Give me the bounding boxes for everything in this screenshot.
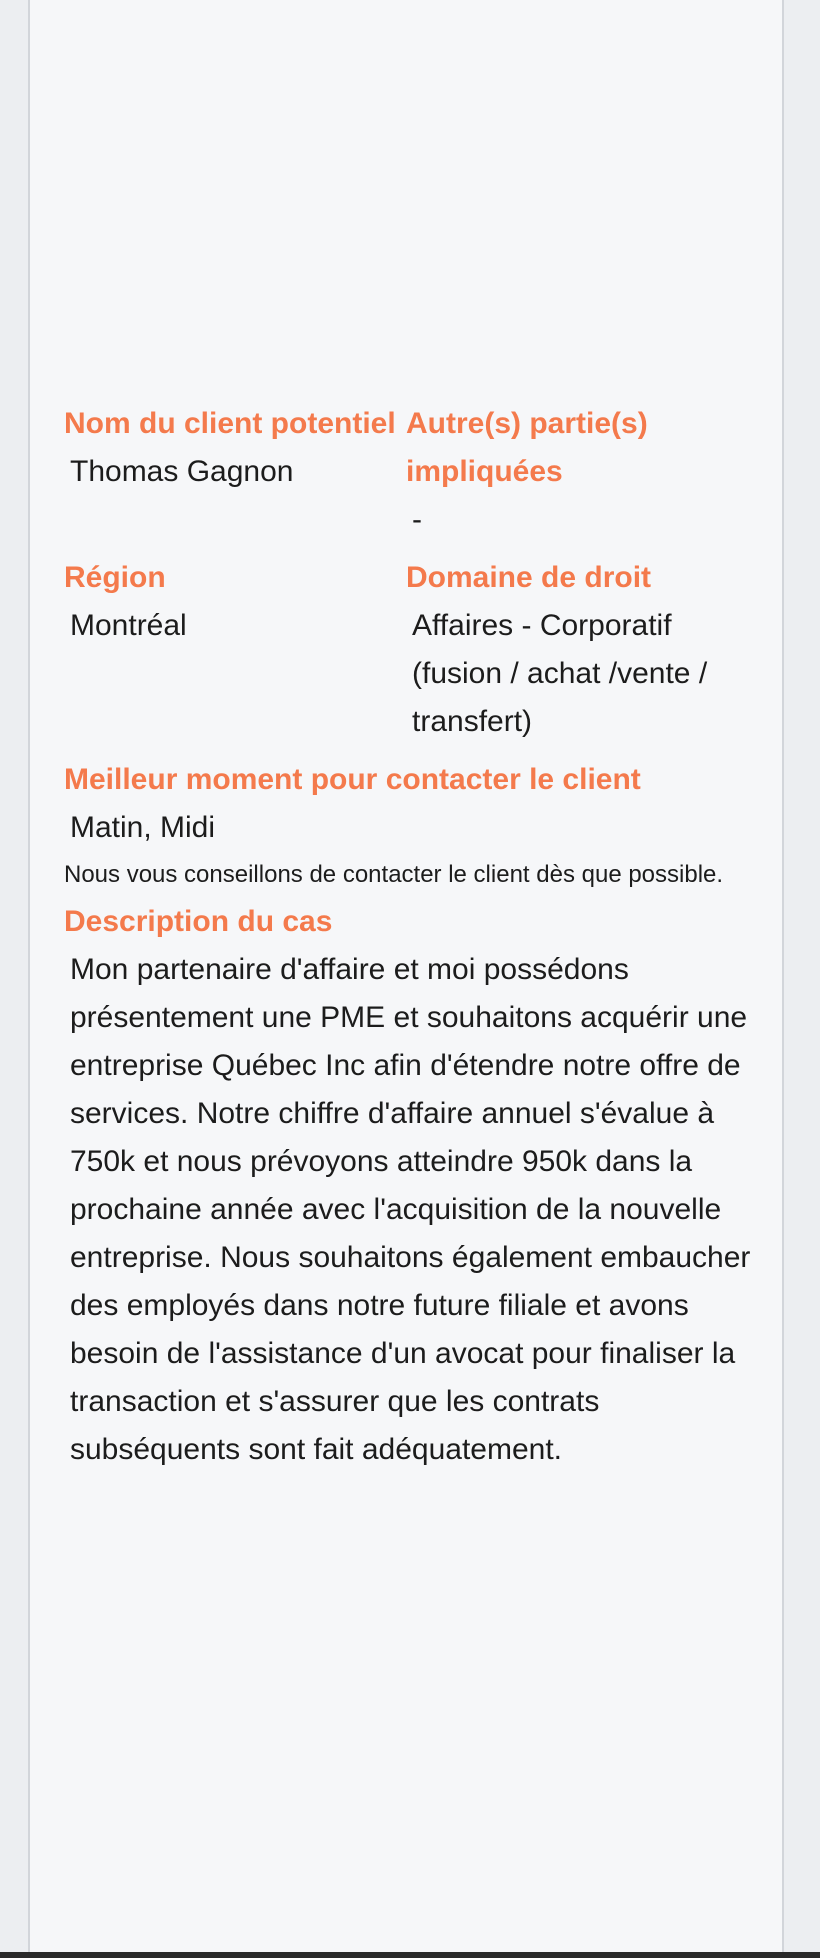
field-region (64, 554, 406, 756)
field-other-parties (406, 400, 764, 554)
law-domain-value: Affaires - Corporatif (fusion / achat /vente / transfert) (412, 609, 708, 738)
right-gutter (782, 0, 820, 1958)
other-parties-value: - (412, 503, 422, 536)
row-region-domain (64, 554, 764, 756)
left-gutter (0, 0, 30, 1958)
client-name-label: Nom du client potentiel (64, 407, 396, 440)
field-law-domain (406, 554, 764, 756)
best-time-label: Meilleur moment pour contacter le client (64, 763, 641, 796)
client-name-value: Thomas Gagnon (70, 455, 294, 488)
region-value: Montréal (70, 609, 187, 642)
law-domain-label: Domaine de droit (406, 561, 652, 594)
best-time-value: Matin, Midi (70, 811, 216, 844)
other-parties-label: Autre(s) partie(s) impliquées (406, 407, 648, 488)
contact-note: Nous vous conseillons de contacter le client dès que possible. (64, 861, 724, 888)
bottom-edge (0, 1952, 820, 1958)
lead-details (64, 400, 764, 1474)
region-label: Région (64, 561, 166, 594)
case-description-label: Description du cas (64, 905, 333, 938)
field-best-time (64, 756, 764, 852)
field-case-description (64, 898, 764, 1474)
field-client-name (64, 400, 406, 554)
row-client-parties (64, 400, 764, 554)
case-description-text: Mon partenaire d'affaire et moi possédons présentement une PME et souhaitons acquérir une entreprise Québec Inc afin d'étendre notre offre de services. Notre chiffre d'affaire annuel s'évalue à 750k et nous prévoyons atteindre 950k dans la prochaine année avec l'acquisition de la nouvelle entreprise. Nous souhaitons également embaucher des employés dans notre future filiale et avons besoin de l'assistance d'un avocat pour finaliser la transaction et s'assurer que les contrats subséquents sont fait adéquatement. (70, 953, 751, 1466)
